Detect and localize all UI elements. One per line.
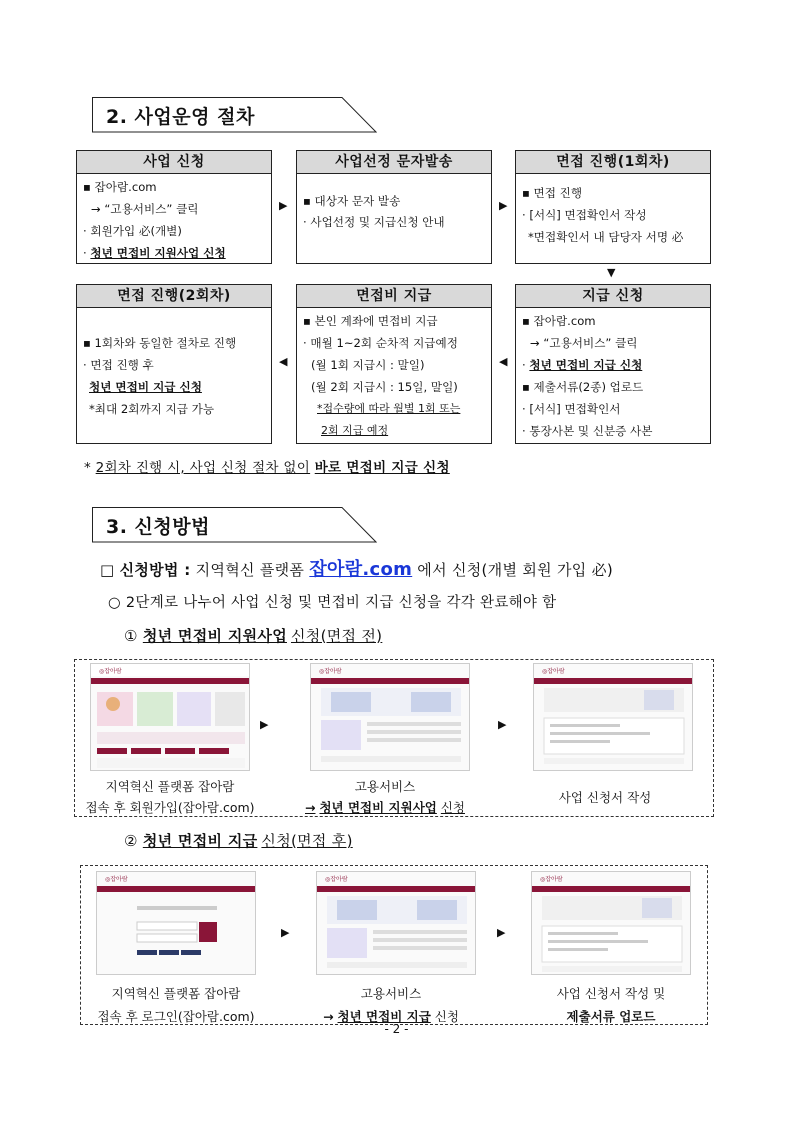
screenshot-employment-service — [316, 871, 476, 975]
screenshot-main-page — [90, 663, 250, 771]
section3-header — [92, 507, 377, 541]
section3-title: 3. 신청방법 — [106, 516, 210, 538]
flow-line: (월 1회 지급시 : 말일) — [311, 358, 425, 372]
section2-title: 2. 사업운영 절차 — [106, 106, 255, 128]
flow-line — [522, 354, 704, 376]
arrow-right-icon: ▶ — [281, 926, 290, 939]
svg-text:◎잡아람: ◎잡아람 — [99, 668, 122, 675]
flow-box-payment — [296, 284, 492, 444]
flow-line: 2회 지급 예정 — [321, 424, 389, 437]
caption: 지역혁신 플랫폼 잡아람 — [105, 779, 235, 794]
flow-box-head: 면접 진행(1회차) — [516, 151, 710, 174]
flow-line: · 통장사본 및 신분증 사본 — [522, 424, 653, 438]
apply-method-label: 신청방법 : — [119, 561, 191, 579]
note-asterisk: * — [84, 460, 92, 476]
caption-tail: 신청 — [440, 800, 465, 815]
flow-line: · 면접 진행 후 — [83, 358, 154, 372]
step1-line — [124, 625, 382, 646]
flow-emph: 청년 면접비 지급 신청 — [89, 380, 202, 394]
apply-method-tail: 에서 신청(개별 회원 가입 必) — [417, 561, 614, 579]
arrow-right-icon: ▶ — [260, 718, 269, 731]
caption — [285, 798, 485, 816]
arrow-down-icon: ▼ — [607, 266, 616, 279]
flow-box-head: 지급 신청 — [516, 285, 710, 308]
arrow-right-icon: ▶ — [497, 926, 506, 939]
arrow-left-icon: ◀ — [279, 355, 288, 368]
screenshot-application-form — [533, 663, 693, 771]
flow-box-head: 면접 진행(2회차) — [77, 285, 271, 308]
arrow-left-icon: ◀ — [499, 355, 508, 368]
caption-emph: 제출서류 업로드 — [566, 1009, 656, 1024]
note-text: 2회차 진행 시, 사업 신청 절차 없이 — [95, 460, 311, 476]
two-step-line: ○ 2단계로 나누어 사업 신청 및 면접비 지급 신청을 각각 완료해야 함 — [108, 595, 557, 611]
caption: 고용서비스 — [360, 986, 422, 1001]
flow-emph: 청년 면접비 지급 신청 — [529, 358, 643, 372]
caption: 접속 후 회원가입(잡아람.com) — [85, 800, 255, 815]
caption-tail: 신청 — [434, 1009, 459, 1024]
flow-line: *면접확인서 내 담당자 서명 必 — [528, 230, 684, 244]
page-number: - 2 - — [384, 1022, 409, 1036]
arrow-right-icon: ▶ — [499, 199, 508, 212]
caption: 사업 신청서 작성 — [558, 790, 652, 805]
screenshot-login — [96, 871, 256, 975]
flow-line: · 사업선정 및 지급신청 안내 — [303, 215, 445, 229]
flow-line: ▪ 대상자 문자 발송 — [303, 194, 401, 208]
caption-emph: 청년 면접비 지급 — [337, 1009, 431, 1024]
svg-text:◎잡아람: ◎잡아람 — [105, 876, 128, 883]
jobaram-link[interactable]: 잡아람.com — [309, 559, 413, 580]
flow-line: ▪ 잡아람.com — [522, 314, 596, 328]
step2-line — [124, 830, 353, 851]
flow-box-head: 사업 신청 — [77, 151, 271, 174]
arrow-right-icon: ▶ — [279, 199, 288, 212]
checkbox-glyph: □ — [100, 561, 115, 579]
arrow-right-icon: ▶ — [498, 718, 507, 731]
screenshot-row-2 — [80, 865, 708, 1025]
flow-dot: · — [83, 246, 91, 260]
svg-text:◎잡아람: ◎잡아람 — [540, 876, 563, 883]
flow-line: · [서식] 면접확인서 작성 — [522, 208, 647, 222]
caption: 사업 신청서 작성 및 — [556, 986, 666, 1001]
flow-box-head: 면접비 지급 — [297, 285, 491, 308]
section2-header — [92, 97, 377, 131]
apply-method-text: 지역혁신 플랫폼 — [195, 561, 305, 579]
apply-method-line — [100, 555, 613, 581]
step2-emph: 청년 면접비 지급 — [142, 832, 258, 850]
flow-box-interview2 — [76, 284, 272, 444]
flow-box-head: 사업선정 문자발송 — [297, 151, 491, 174]
caption-emph: 청년 면접비 지원사업 — [319, 800, 437, 815]
flow-line: ▪ 면접 진행 — [522, 186, 583, 200]
screenshot-row-1 — [74, 659, 714, 817]
flow-line: *접수량에 따라 월별 1회 또는 — [317, 402, 461, 415]
flow-line: → “고용서비스” 클릭 — [530, 336, 638, 350]
svg-text:◎잡아람: ◎잡아람 — [319, 668, 342, 675]
flow-box-apply — [76, 150, 272, 264]
flow-line: (월 2회 지급시 : 15일, 말일) — [311, 380, 458, 394]
site-preview-icon — [532, 872, 691, 975]
screenshot-employment-service — [310, 663, 470, 771]
section2-note — [84, 456, 450, 476]
caption: 지역혁신 플랫폼 잡아람 — [111, 986, 241, 1001]
caption-arrow: → — [323, 1009, 334, 1024]
flow-dot: · — [522, 358, 530, 372]
flow-line: ▪ 제출서류(2종) 업로드 — [522, 380, 644, 394]
site-preview-icon — [534, 664, 693, 771]
flow-line: · [서식] 면접확인서 — [522, 402, 621, 416]
site-preview-icon — [317, 872, 476, 975]
svg-text:◎잡아람: ◎잡아람 — [542, 668, 565, 675]
svg-text:◎잡아람: ◎잡아람 — [325, 876, 348, 883]
flow-line: ▪ 잡아람.com — [83, 180, 157, 194]
flow-line: · 회원가입 必(개별) — [83, 224, 182, 238]
flow-line — [83, 242, 265, 264]
site-preview-icon — [91, 664, 250, 771]
flow-line: ▪ 1회차와 동일한 절차로 진행 — [83, 336, 237, 350]
step2-num: ② — [124, 832, 138, 850]
flow-line: · 매월 1~2회 순차적 지급예정 — [303, 336, 458, 350]
screenshot-application-upload — [531, 871, 691, 975]
step2-tail: 신청(면접 후) — [261, 832, 353, 850]
flow-line: → “고용서비스” 클릭 — [91, 202, 199, 216]
flow-box-claim — [515, 284, 711, 444]
flow-box-interview1 — [515, 150, 711, 264]
caption: 접속 후 로그인(잡아람.com) — [97, 1009, 255, 1024]
step1-num: ① — [124, 627, 138, 645]
flow-line: ▪ 본인 계좌에 면접비 지급 — [303, 314, 438, 328]
site-preview-icon — [97, 872, 256, 975]
flow-box-selection — [296, 150, 492, 264]
step1-emph: 청년 면접비 지원사업 — [142, 627, 287, 645]
flow-emph: 청년 면접비 지원사업 신청 — [90, 246, 226, 260]
site-preview-icon — [311, 664, 470, 771]
caption-arrow: → — [305, 800, 316, 815]
step1-tail: 신청(면접 전) — [290, 627, 383, 645]
flow-line: *최대 2회까지 지급 가능 — [89, 402, 215, 416]
caption: 고용서비스 — [354, 779, 416, 794]
note-emph: 바로 면접비 지급 신청 — [314, 460, 450, 476]
